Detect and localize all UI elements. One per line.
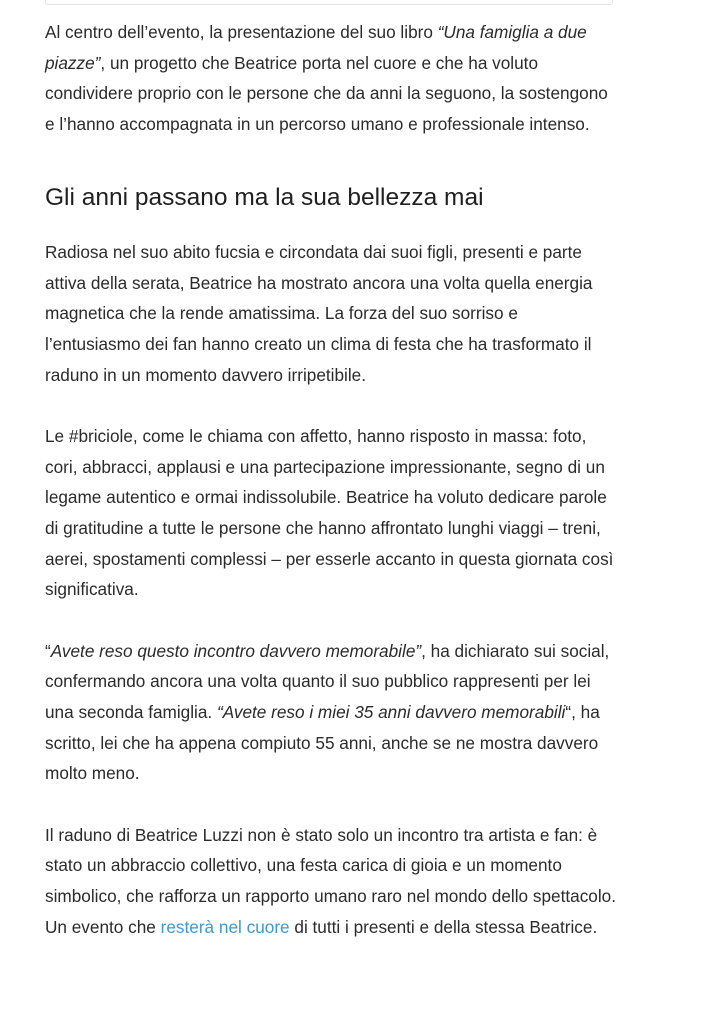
paragraph-briciole: Le #briciole, come le chiama con affetto, hanno risposto in massa: foto, cori, abbracci, applausi e una partecipazione impressionante, segno di un legame autentico e ormai indissolubile. Beatrice ha voluto dedicare parole di gratitudine a tutte le persone che hanno affrontato lunghi viaggi – treni, aerei, spostamenti complessi – per esserle accanto in questa giornata così significativa. xyxy=(45,425,614,600)
quote-text: “Avete reso i miei 35 anni davvero memorabili xyxy=(216,701,566,722)
paragraph-radiant: Radiosa nel suo abito fucsia e circondata dai suoi figli, presenti e parte attiva della serata, Beatrice ha mostrato ancora una volta quella energia magnetica che la rende amatissima. La forza del suo sorriso e l’entusiasmo dei fan hanno creato un clima di festa che ha trasformato il raduno in un momento davvero irripetibile. xyxy=(45,241,593,385)
quote-text: Avete reso questo incontro davvero memorabile” xyxy=(50,640,422,661)
book-title: “Una famiglia a due piazze” xyxy=(45,22,587,73)
article-body xyxy=(45,17,617,942)
quote-mark: “ xyxy=(45,640,51,661)
paragraph-quote xyxy=(45,636,617,790)
paragraph-text: Al centro dell’evento, la presentazione del suo libro xyxy=(45,22,438,42)
embed-card-bottom-edge xyxy=(45,0,613,5)
paragraph-text: “, ha scritto, lei che ha appena compiuto 55 anni, anche se ne mostra davvero molto meno. xyxy=(45,701,600,784)
article-link[interactable]: resterà nel cuore xyxy=(160,916,290,937)
paragraph-conclusion xyxy=(45,820,617,943)
paragraph-text: Il raduno di Beatrice Luzzi non è stato solo un incontro tra artista e fan: è stato un abbraccio collettivo, una festa carica di gioia e un momento simbolico, che rafforza un rapporto umano raro nel mondo dello spettacolo. Un evento che xyxy=(45,824,617,937)
paragraph-text: di tutti i presenti e della stessa Beatrice. xyxy=(289,916,598,937)
paragraph-text: , ha dichiarato sui social, confermando ancora una volta quanto il suo pubblico rappresenti per lei una seconda famiglia. xyxy=(45,640,610,722)
paragraph-book-presentation xyxy=(45,17,617,140)
paragraph-text: , un progetto che Beatrice porta nel cuore e che ha voluto condividere proprio con le persone che da anni la seguono, la sostengono e l’hanno accompagnata in un percorso umano e professionale intenso. xyxy=(45,52,608,135)
section-heading: Gli anni passano ma la sua bellezza mai xyxy=(45,183,484,211)
